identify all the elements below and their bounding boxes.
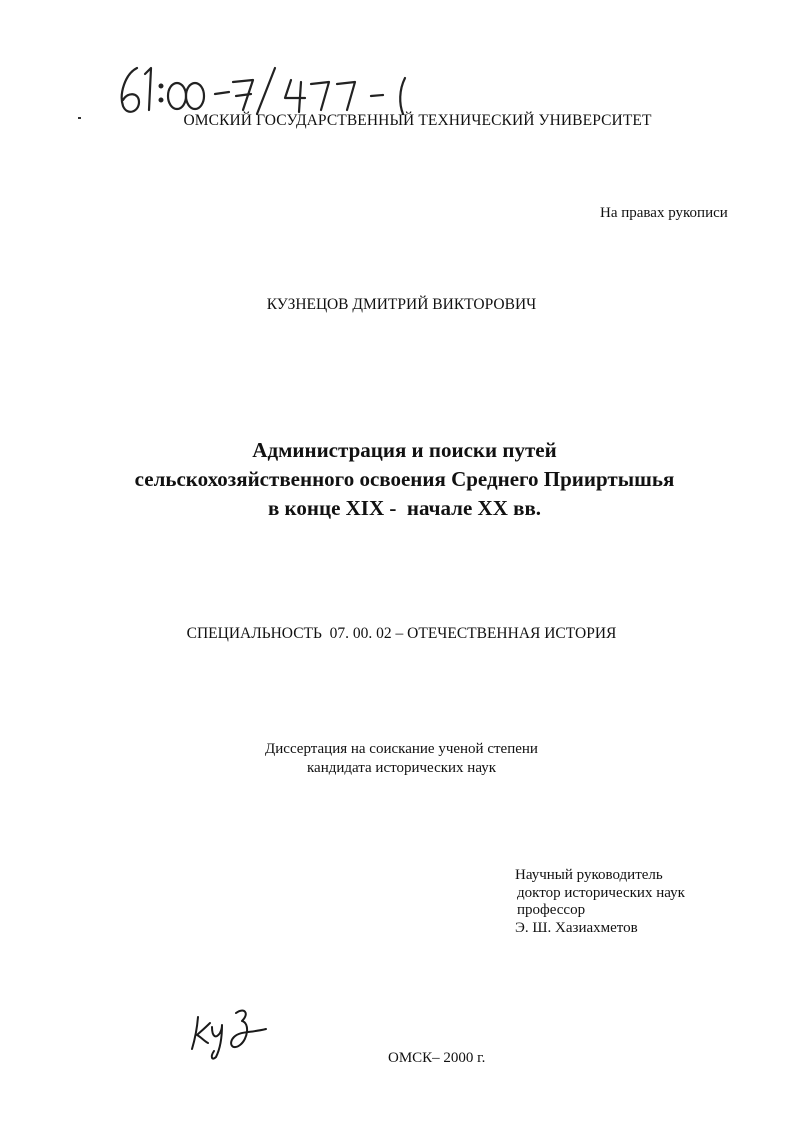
supervisor-name: Э. Ш. Хазиахметов	[515, 919, 638, 936]
city-and-year: ОМСК– 2000 г.	[388, 1050, 486, 1066]
degree-line-2: кандидата исторических наук	[306, 760, 497, 776]
supervisor-block	[513, 867, 685, 937]
supervisor-degree: доктор исторических наук	[517, 884, 685, 901]
signature-strokes	[188, 1003, 273, 1063]
handwritten-signature	[188, 1003, 273, 1063]
specialty-line: СПЕЦИАЛЬНОСТЬ 07. 00. 02 – ОТЕЧЕСТВЕННАЯ ИСТОРИЯ	[186, 625, 617, 642]
degree-line-1: Диссертация на соискание ученой степени	[265, 741, 538, 757]
university-name: ОМСКИЙ ГОСУДАРСТВЕННЫЙ ТЕХНИЧЕСКИЙ УНИВЕРСИТЕТ	[183, 112, 652, 129]
manuscript-rights-note: На правах рукописи	[600, 205, 728, 221]
title-line-1: Администрация и поиски путей	[252, 438, 557, 462]
supervisor-rank: профессор	[517, 902, 586, 918]
degree-statement	[0, 740, 793, 778]
dissertation-title	[0, 436, 793, 523]
author-name: КУЗНЕЦОВ ДМИТРИЙ ВИКТОРОВИЧ	[266, 296, 537, 313]
title-line-3: в конце XIX - начале XX вв.	[267, 496, 542, 520]
handwritten-archive-number	[115, 60, 455, 120]
handwritten-number-strokes	[115, 60, 455, 120]
supervisor-role: Научный руководитель	[515, 867, 663, 883]
title-line-2: сельскохозяйственного освоения Среднего Прииртышья	[134, 467, 675, 491]
